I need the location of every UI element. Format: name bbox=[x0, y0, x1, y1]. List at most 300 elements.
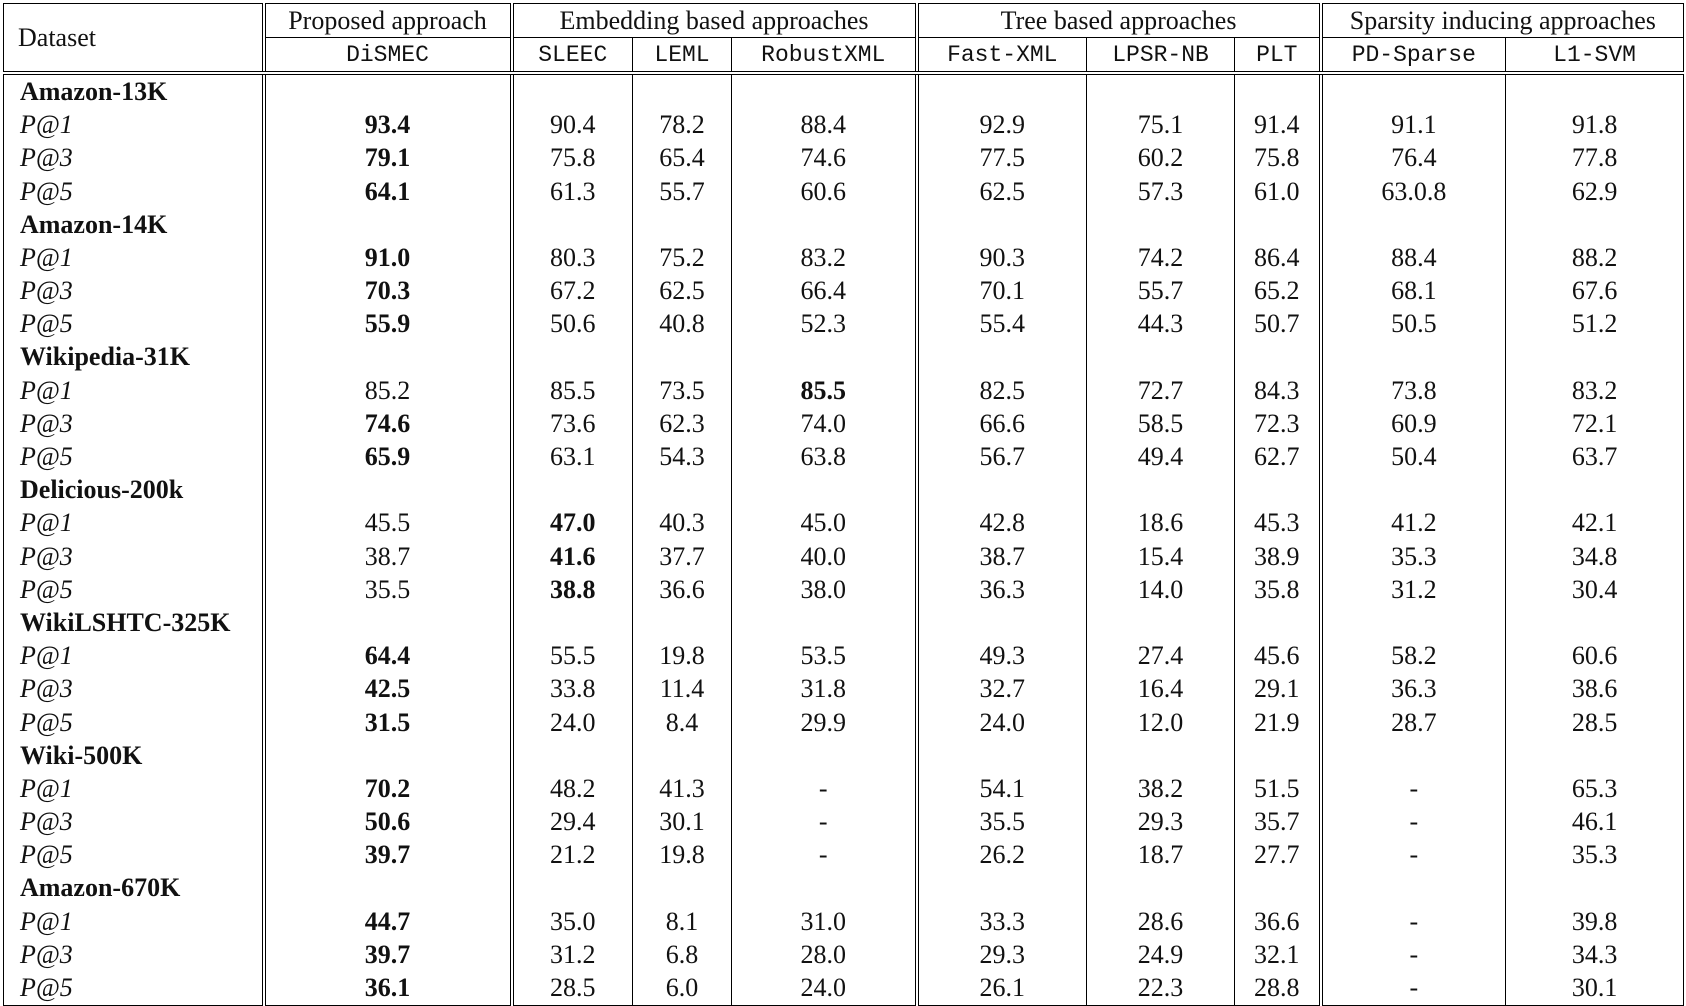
empty-cell bbox=[1321, 739, 1506, 772]
value-cell: - bbox=[732, 839, 917, 872]
value-cell: 34.8 bbox=[1506, 540, 1684, 573]
value-cell: 50.6 bbox=[512, 308, 633, 341]
value-cell: 28.5 bbox=[1506, 706, 1684, 739]
value-cell: 83.2 bbox=[732, 241, 917, 274]
empty-cell bbox=[917, 872, 1087, 905]
table-header bbox=[4, 4, 1684, 74]
metric-label: P@3 bbox=[20, 276, 73, 306]
metric-label: P@3 bbox=[20, 939, 73, 969]
value-cell: 54.3 bbox=[633, 440, 732, 473]
empty-cell bbox=[917, 606, 1087, 639]
empty-cell bbox=[732, 73, 917, 108]
value-cell: 88.4 bbox=[732, 109, 917, 142]
empty-cell bbox=[1506, 739, 1684, 772]
value-cell: 38.7 bbox=[264, 540, 512, 573]
empty-cell bbox=[512, 341, 633, 374]
table-row bbox=[4, 109, 1684, 142]
value-cell: 73.6 bbox=[512, 407, 633, 440]
value-cell: 26.2 bbox=[917, 839, 1087, 872]
value-cell: 29.3 bbox=[917, 938, 1087, 971]
value-cell: 62.5 bbox=[633, 275, 732, 308]
value-cell: - bbox=[732, 806, 917, 839]
dataset-group-row bbox=[4, 739, 1684, 772]
value-cell: 35.8 bbox=[1235, 573, 1321, 606]
value-cell: 36.6 bbox=[1235, 905, 1321, 938]
value-cell: 91.1 bbox=[1321, 109, 1506, 142]
empty-cell bbox=[512, 208, 633, 241]
value-cell: 54.1 bbox=[917, 772, 1087, 805]
best-value-cell: 31.5 bbox=[264, 706, 512, 739]
value-cell: 35.3 bbox=[1321, 540, 1506, 573]
value-cell: 62.3 bbox=[633, 407, 732, 440]
value-cell: - bbox=[1321, 971, 1506, 1005]
value-cell: 70.1 bbox=[917, 275, 1087, 308]
empty-cell bbox=[1506, 208, 1684, 241]
dataset-name: WikiLSHTC-325K bbox=[20, 607, 231, 637]
value-cell: 74.2 bbox=[1087, 241, 1235, 274]
value-cell: 83.2 bbox=[1506, 374, 1684, 407]
best-value-cell: 39.7 bbox=[264, 938, 512, 971]
empty-cell bbox=[633, 73, 732, 108]
best-value-cell: 50.6 bbox=[264, 806, 512, 839]
value-cell: 22.3 bbox=[1087, 971, 1235, 1005]
empty-cell bbox=[917, 474, 1087, 507]
value-cell: 29.3 bbox=[1087, 806, 1235, 839]
value-cell: 60.9 bbox=[1321, 407, 1506, 440]
empty-cell bbox=[1087, 341, 1235, 374]
value-cell: 12.0 bbox=[1087, 706, 1235, 739]
empty-cell bbox=[264, 73, 512, 108]
value-cell: 46.1 bbox=[1506, 806, 1684, 839]
empty-cell bbox=[264, 872, 512, 905]
empty-cell bbox=[917, 73, 1087, 108]
value-cell: 72.1 bbox=[1506, 407, 1684, 440]
value-cell: 78.2 bbox=[633, 109, 732, 142]
best-value-cell: 70.2 bbox=[264, 772, 512, 805]
dataset-name: Amazon-14K bbox=[20, 209, 168, 239]
value-cell: 73.8 bbox=[1321, 374, 1506, 407]
empty-cell bbox=[1506, 872, 1684, 905]
empty-cell bbox=[1087, 474, 1235, 507]
value-cell: 28.5 bbox=[512, 971, 633, 1005]
value-cell: - bbox=[1321, 938, 1506, 971]
value-cell: 58.5 bbox=[1087, 407, 1235, 440]
metric-label: P@1 bbox=[20, 110, 73, 140]
value-cell: 57.3 bbox=[1087, 175, 1235, 208]
empty-cell bbox=[264, 739, 512, 772]
empty-cell bbox=[1321, 208, 1506, 241]
value-cell: 39.8 bbox=[1506, 905, 1684, 938]
value-cell: 40.8 bbox=[633, 308, 732, 341]
best-value-cell: 64.1 bbox=[264, 175, 512, 208]
value-cell: 31.2 bbox=[512, 938, 633, 971]
value-cell: 61.3 bbox=[512, 175, 633, 208]
empty-cell bbox=[633, 872, 732, 905]
empty-cell bbox=[1506, 606, 1684, 639]
metric-label: P@3 bbox=[20, 541, 73, 571]
value-cell: 68.1 bbox=[1321, 275, 1506, 308]
empty-cell bbox=[633, 739, 732, 772]
value-cell: 40.0 bbox=[732, 540, 917, 573]
empty-cell bbox=[1321, 341, 1506, 374]
value-cell: 41.3 bbox=[633, 772, 732, 805]
value-cell: 72.7 bbox=[1087, 374, 1235, 407]
value-cell: 65.4 bbox=[633, 142, 732, 175]
empty-cell bbox=[917, 739, 1087, 772]
empty-cell bbox=[633, 606, 732, 639]
empty-cell bbox=[512, 73, 633, 108]
method-header-pd-sparse: PD-Sparse bbox=[1321, 38, 1506, 74]
value-cell: 38.0 bbox=[732, 573, 917, 606]
value-cell: 86.4 bbox=[1235, 241, 1321, 274]
value-cell: 36.3 bbox=[1321, 673, 1506, 706]
table-row bbox=[4, 905, 1684, 938]
value-cell: 45.3 bbox=[1235, 507, 1321, 540]
value-cell: 48.2 bbox=[512, 772, 633, 805]
dataset-name: Wikipedia-31K bbox=[20, 342, 191, 372]
dataset-group-row bbox=[4, 474, 1684, 507]
value-cell: 49.4 bbox=[1087, 440, 1235, 473]
value-cell: 18.6 bbox=[1087, 507, 1235, 540]
value-cell: 6.8 bbox=[633, 938, 732, 971]
value-cell: 90.3 bbox=[917, 241, 1087, 274]
value-cell: 27.4 bbox=[1087, 640, 1235, 673]
value-cell: 40.3 bbox=[633, 507, 732, 540]
group-header-tree: Tree based approaches bbox=[917, 4, 1321, 38]
value-cell: 61.0 bbox=[1235, 175, 1321, 208]
value-cell: 42.1 bbox=[1506, 507, 1684, 540]
dataset-header: Dataset bbox=[4, 4, 264, 74]
method-header-fastxml: Fast-XML bbox=[917, 38, 1087, 74]
value-cell: 38.2 bbox=[1087, 772, 1235, 805]
value-cell: 24.0 bbox=[512, 706, 633, 739]
value-cell: 62.7 bbox=[1235, 440, 1321, 473]
method-header-sleec: SLEEC bbox=[512, 38, 633, 74]
best-value-cell: 91.0 bbox=[264, 241, 512, 274]
table-row bbox=[4, 706, 1684, 739]
empty-cell bbox=[264, 474, 512, 507]
metric-label: P@1 bbox=[20, 773, 73, 803]
value-cell: 16.4 bbox=[1087, 673, 1235, 706]
value-cell: 29.4 bbox=[512, 806, 633, 839]
value-cell: 60.6 bbox=[732, 175, 917, 208]
best-value-cell: 36.1 bbox=[264, 971, 512, 1005]
metric-label: P@3 bbox=[20, 408, 73, 438]
value-cell: 55.5 bbox=[512, 640, 633, 673]
empty-cell bbox=[633, 208, 732, 241]
value-cell: 32.1 bbox=[1235, 938, 1321, 971]
table-row bbox=[4, 938, 1684, 971]
empty-cell bbox=[732, 208, 917, 241]
value-cell: 35.0 bbox=[512, 905, 633, 938]
value-cell: 35.5 bbox=[264, 573, 512, 606]
metric-label: P@1 bbox=[20, 906, 73, 936]
method-header-lpsr-nb: LPSR-NB bbox=[1087, 38, 1235, 74]
dataset-group-row bbox=[4, 606, 1684, 639]
metric-label: P@5 bbox=[20, 973, 73, 1003]
empty-cell bbox=[512, 872, 633, 905]
value-cell: 55.7 bbox=[1087, 275, 1235, 308]
empty-cell bbox=[1506, 73, 1684, 108]
table-row bbox=[4, 772, 1684, 805]
value-cell: 75.1 bbox=[1087, 109, 1235, 142]
value-cell: 53.5 bbox=[732, 640, 917, 673]
value-cell: 88.4 bbox=[1321, 241, 1506, 274]
value-cell: 90.4 bbox=[512, 109, 633, 142]
value-cell: 31.2 bbox=[1321, 573, 1506, 606]
value-cell: 19.8 bbox=[633, 839, 732, 872]
table-row bbox=[4, 275, 1684, 308]
value-cell: 26.1 bbox=[917, 971, 1087, 1005]
value-cell: 35.3 bbox=[1506, 839, 1684, 872]
metric-label: P@5 bbox=[20, 840, 73, 870]
best-value-cell: 39.7 bbox=[264, 839, 512, 872]
metric-label: P@1 bbox=[20, 508, 73, 538]
best-value-cell: 38.8 bbox=[512, 573, 633, 606]
value-cell: 24.9 bbox=[1087, 938, 1235, 971]
method-header-dismec: DiSMEC bbox=[264, 38, 512, 74]
value-cell: 44.3 bbox=[1087, 308, 1235, 341]
method-header-plt: PLT bbox=[1235, 38, 1321, 74]
empty-cell bbox=[512, 474, 633, 507]
value-cell: 60.6 bbox=[1506, 640, 1684, 673]
best-value-cell: 85.5 bbox=[732, 374, 917, 407]
value-cell: 45.0 bbox=[732, 507, 917, 540]
value-cell: - bbox=[1321, 806, 1506, 839]
value-cell: 15.4 bbox=[1087, 540, 1235, 573]
value-cell: 27.7 bbox=[1235, 839, 1321, 872]
empty-cell bbox=[512, 739, 633, 772]
table-row bbox=[4, 806, 1684, 839]
dataset-name: Delicious-200k bbox=[20, 475, 184, 505]
best-value-cell: 93.4 bbox=[264, 109, 512, 142]
table-row bbox=[4, 374, 1684, 407]
value-cell: 63.7 bbox=[1506, 440, 1684, 473]
group-header-proposed: Proposed approach bbox=[264, 4, 512, 38]
value-cell: 51.5 bbox=[1235, 772, 1321, 805]
empty-cell bbox=[732, 341, 917, 374]
empty-cell bbox=[1235, 208, 1321, 241]
empty-cell bbox=[732, 739, 917, 772]
table-row bbox=[4, 573, 1684, 606]
table-row bbox=[4, 640, 1684, 673]
empty-cell bbox=[1321, 73, 1506, 108]
value-cell: 45.5 bbox=[264, 507, 512, 540]
value-cell: 55.4 bbox=[917, 308, 1087, 341]
value-cell: 33.8 bbox=[512, 673, 633, 706]
table-row bbox=[4, 540, 1684, 573]
value-cell: 19.8 bbox=[633, 640, 732, 673]
value-cell: 14.0 bbox=[1087, 573, 1235, 606]
method-header-leml: LEML bbox=[633, 38, 732, 74]
empty-cell bbox=[264, 208, 512, 241]
empty-cell bbox=[633, 474, 732, 507]
metric-label: P@5 bbox=[20, 707, 73, 737]
value-cell: 58.2 bbox=[1321, 640, 1506, 673]
dataset-name: Wiki-500K bbox=[20, 740, 143, 770]
value-cell: 91.8 bbox=[1506, 109, 1684, 142]
value-cell: 80.3 bbox=[512, 241, 633, 274]
value-cell: 74.0 bbox=[732, 407, 917, 440]
empty-cell bbox=[1235, 474, 1321, 507]
value-cell: 21.2 bbox=[512, 839, 633, 872]
results-table bbox=[3, 3, 1684, 1006]
value-cell: 63.0.8 bbox=[1321, 175, 1506, 208]
empty-cell bbox=[1235, 872, 1321, 905]
empty-cell bbox=[917, 341, 1087, 374]
table-row bbox=[4, 142, 1684, 175]
best-value-cell: 65.9 bbox=[264, 440, 512, 473]
table-row bbox=[4, 308, 1684, 341]
empty-cell bbox=[264, 606, 512, 639]
dataset-group-row bbox=[4, 341, 1684, 374]
empty-cell bbox=[1506, 474, 1684, 507]
value-cell: 91.4 bbox=[1235, 109, 1321, 142]
value-cell: 56.7 bbox=[917, 440, 1087, 473]
empty-cell bbox=[1087, 872, 1235, 905]
empty-cell bbox=[1321, 474, 1506, 507]
empty-cell bbox=[1321, 606, 1506, 639]
value-cell: 29.9 bbox=[732, 706, 917, 739]
method-header-robustxml: RobustXML bbox=[732, 38, 917, 74]
value-cell: 72.3 bbox=[1235, 407, 1321, 440]
value-cell: 18.7 bbox=[1087, 839, 1235, 872]
value-cell: 28.6 bbox=[1087, 905, 1235, 938]
value-cell: 62.9 bbox=[1506, 175, 1684, 208]
value-cell: 75.2 bbox=[633, 241, 732, 274]
empty-cell bbox=[512, 606, 633, 639]
table-row bbox=[4, 407, 1684, 440]
best-value-cell: 64.4 bbox=[264, 640, 512, 673]
value-cell: 31.0 bbox=[732, 905, 917, 938]
value-cell: 42.8 bbox=[917, 507, 1087, 540]
value-cell: 33.3 bbox=[917, 905, 1087, 938]
dataset-name: Amazon-670K bbox=[20, 873, 181, 903]
value-cell: 65.3 bbox=[1506, 772, 1684, 805]
value-cell: 73.5 bbox=[633, 374, 732, 407]
value-cell: 30.1 bbox=[633, 806, 732, 839]
value-cell: 8.1 bbox=[633, 905, 732, 938]
value-cell: 52.3 bbox=[732, 308, 917, 341]
value-cell: 75.8 bbox=[512, 142, 633, 175]
metric-label: P@5 bbox=[20, 442, 73, 472]
value-cell: 55.7 bbox=[633, 175, 732, 208]
table-row bbox=[4, 175, 1684, 208]
value-cell: 82.5 bbox=[917, 374, 1087, 407]
empty-cell bbox=[1235, 739, 1321, 772]
value-cell: 8.4 bbox=[633, 706, 732, 739]
value-cell: 74.6 bbox=[732, 142, 917, 175]
table-row bbox=[4, 839, 1684, 872]
empty-cell bbox=[732, 474, 917, 507]
metric-label: P@5 bbox=[20, 309, 73, 339]
value-cell: 28.8 bbox=[1235, 971, 1321, 1005]
value-cell: 62.5 bbox=[917, 175, 1087, 208]
value-cell: 36.3 bbox=[917, 573, 1087, 606]
best-value-cell: 47.0 bbox=[512, 507, 633, 540]
value-cell: 38.6 bbox=[1506, 673, 1684, 706]
best-value-cell: 55.9 bbox=[264, 308, 512, 341]
value-cell: 41.2 bbox=[1321, 507, 1506, 540]
value-cell: 45.6 bbox=[1235, 640, 1321, 673]
table-body bbox=[4, 73, 1684, 1005]
empty-cell bbox=[1235, 606, 1321, 639]
value-cell: 35.7 bbox=[1235, 806, 1321, 839]
value-cell: 36.6 bbox=[633, 573, 732, 606]
value-cell: 30.4 bbox=[1506, 573, 1684, 606]
value-cell: 65.2 bbox=[1235, 275, 1321, 308]
empty-cell bbox=[1235, 341, 1321, 374]
metric-label: P@1 bbox=[20, 242, 73, 272]
empty-cell bbox=[1506, 341, 1684, 374]
value-cell: 77.8 bbox=[1506, 142, 1684, 175]
best-value-cell: 41.6 bbox=[512, 540, 633, 573]
best-value-cell: 44.7 bbox=[264, 905, 512, 938]
value-cell: 60.2 bbox=[1087, 142, 1235, 175]
value-cell: 76.4 bbox=[1321, 142, 1506, 175]
value-cell: 24.0 bbox=[732, 971, 917, 1005]
table-row bbox=[4, 241, 1684, 274]
dataset-group-row bbox=[4, 73, 1684, 108]
empty-cell bbox=[264, 341, 512, 374]
value-cell: 51.2 bbox=[1506, 308, 1684, 341]
value-cell: 66.6 bbox=[917, 407, 1087, 440]
best-value-cell: 74.6 bbox=[264, 407, 512, 440]
value-cell: - bbox=[1321, 839, 1506, 872]
value-cell: 38.9 bbox=[1235, 540, 1321, 573]
value-cell: - bbox=[732, 772, 917, 805]
empty-cell bbox=[732, 606, 917, 639]
value-cell: 28.7 bbox=[1321, 706, 1506, 739]
value-cell: 50.7 bbox=[1235, 308, 1321, 341]
value-cell: 84.3 bbox=[1235, 374, 1321, 407]
metric-label: P@5 bbox=[20, 574, 73, 604]
group-header-sparsity: Sparsity inducing approaches bbox=[1321, 4, 1684, 38]
value-cell: 38.7 bbox=[917, 540, 1087, 573]
empty-cell bbox=[1087, 208, 1235, 241]
empty-cell bbox=[1087, 739, 1235, 772]
value-cell: - bbox=[1321, 772, 1506, 805]
value-cell: 24.0 bbox=[917, 706, 1087, 739]
value-cell: 49.3 bbox=[917, 640, 1087, 673]
value-cell: 6.0 bbox=[633, 971, 732, 1005]
value-cell: 11.4 bbox=[633, 673, 732, 706]
value-cell: 28.0 bbox=[732, 938, 917, 971]
metric-label: P@3 bbox=[20, 143, 73, 173]
value-cell: 67.6 bbox=[1506, 275, 1684, 308]
empty-cell bbox=[1087, 73, 1235, 108]
value-cell: 66.4 bbox=[732, 275, 917, 308]
table-row bbox=[4, 507, 1684, 540]
value-cell: 37.7 bbox=[633, 540, 732, 573]
best-value-cell: 79.1 bbox=[264, 142, 512, 175]
value-cell: 75.8 bbox=[1235, 142, 1321, 175]
value-cell: 29.1 bbox=[1235, 673, 1321, 706]
metric-label: P@3 bbox=[20, 674, 73, 704]
metric-label: P@1 bbox=[20, 641, 73, 671]
value-cell: 35.5 bbox=[917, 806, 1087, 839]
metric-label: P@3 bbox=[20, 807, 73, 837]
value-cell: 21.9 bbox=[1235, 706, 1321, 739]
empty-cell bbox=[1235, 73, 1321, 108]
best-value-cell: 42.5 bbox=[264, 673, 512, 706]
dataset-group-row bbox=[4, 208, 1684, 241]
value-cell: 85.2 bbox=[264, 374, 512, 407]
group-header-embedding: Embedding based approaches bbox=[512, 4, 917, 38]
value-cell: 77.5 bbox=[917, 142, 1087, 175]
value-cell: 50.4 bbox=[1321, 440, 1506, 473]
table-row bbox=[4, 440, 1684, 473]
